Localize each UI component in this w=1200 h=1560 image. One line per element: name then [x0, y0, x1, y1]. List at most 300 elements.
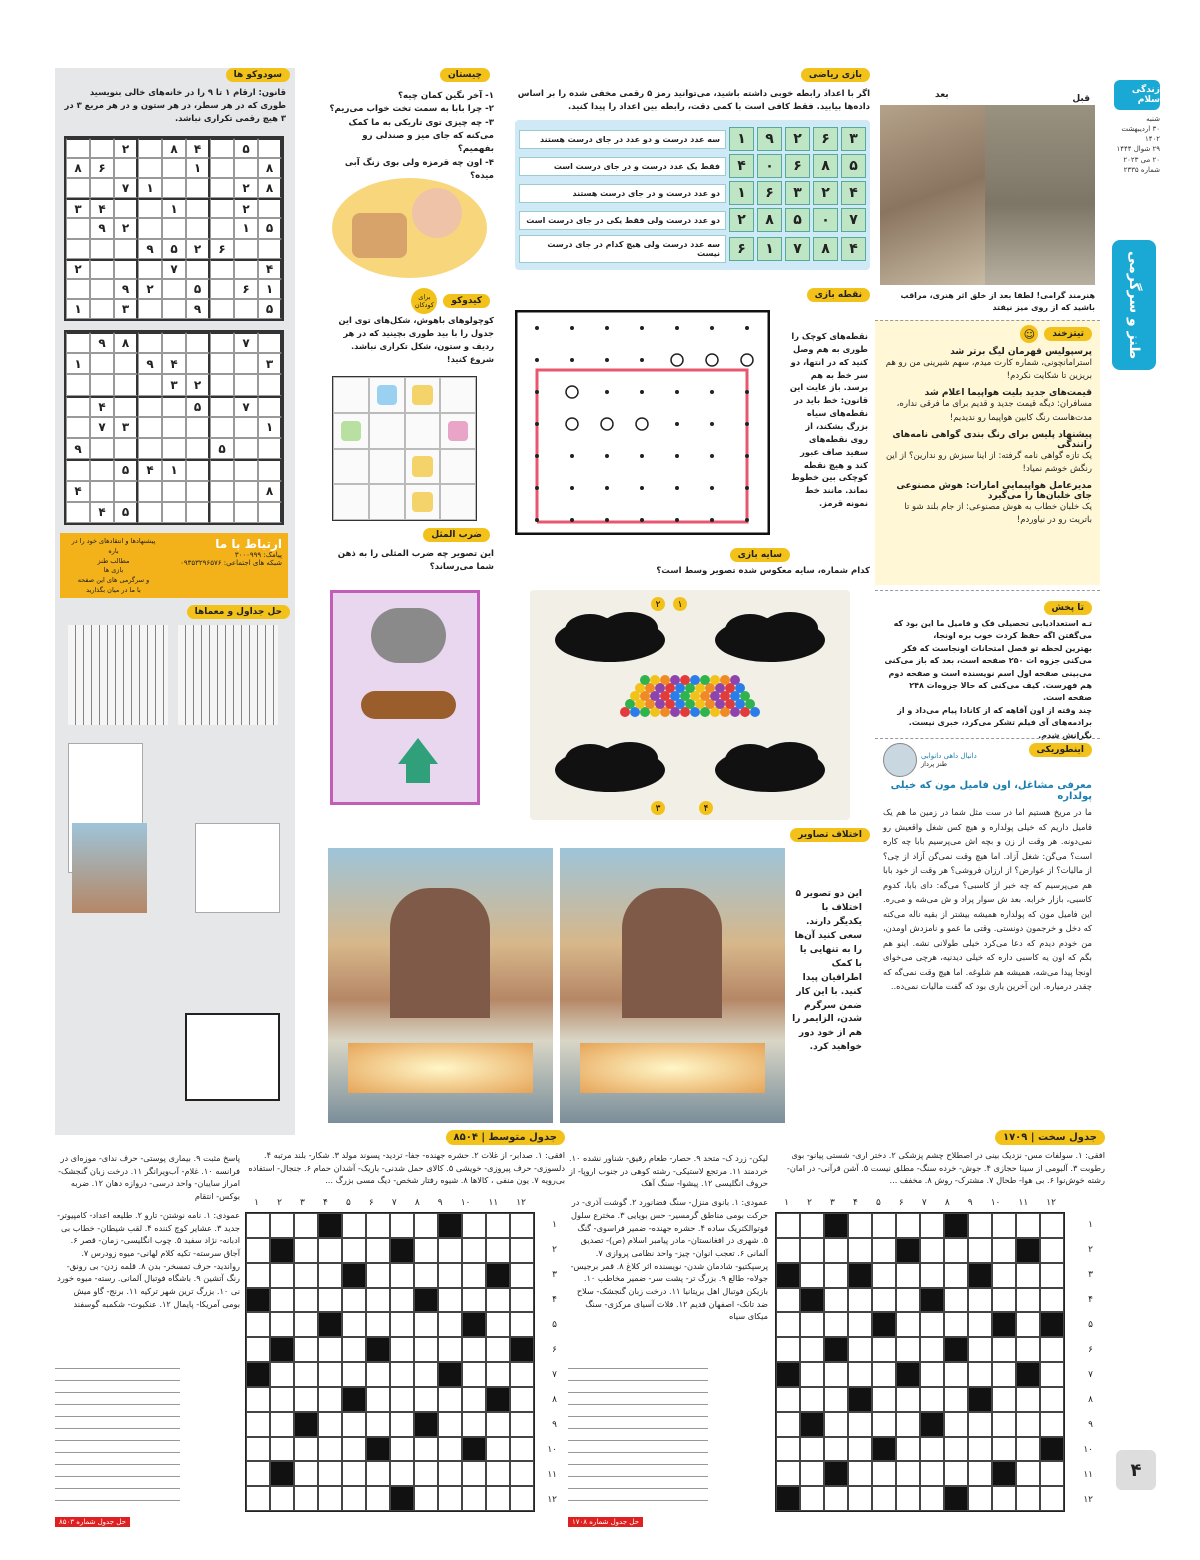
- crossword-cell[interactable]: [438, 1312, 462, 1337]
- sudoku-cell[interactable]: ۵: [186, 396, 210, 417]
- crossword-cell[interactable]: [848, 1213, 872, 1238]
- crossword-cell[interactable]: [462, 1213, 486, 1238]
- crossword-cell[interactable]: [968, 1437, 992, 1462]
- crossword-cell[interactable]: [776, 1312, 800, 1337]
- crossword-cell[interactable]: [848, 1387, 872, 1412]
- crossword-cell[interactable]: [872, 1238, 896, 1263]
- crossword-cell[interactable]: [366, 1387, 390, 1412]
- crossword-cell[interactable]: [366, 1412, 390, 1437]
- crossword-cell[interactable]: [438, 1437, 462, 1462]
- crossword-cell[interactable]: [896, 1312, 920, 1337]
- sudoku-cell[interactable]: ۳: [114, 299, 138, 319]
- crossword-cell[interactable]: [414, 1213, 438, 1238]
- crossword-cell[interactable]: [366, 1238, 390, 1263]
- crossword-cell[interactable]: [414, 1312, 438, 1337]
- sudoku-cell[interactable]: [186, 353, 210, 374]
- sudoku-cell[interactable]: [234, 459, 258, 480]
- crossword-cell[interactable]: [992, 1263, 1016, 1288]
- crossword-cell[interactable]: [968, 1362, 992, 1387]
- sudoku-cell[interactable]: ۱: [234, 218, 258, 238]
- crossword-cell[interactable]: [800, 1312, 824, 1337]
- crossword-cell[interactable]: [920, 1337, 944, 1362]
- crossword-cell[interactable]: [294, 1213, 318, 1238]
- dot[interactable]: [675, 454, 679, 458]
- crossword-cell[interactable]: [390, 1461, 414, 1486]
- crossword-cell[interactable]: [776, 1263, 800, 1288]
- sudoku-cell[interactable]: [114, 259, 138, 279]
- crossword-cell[interactable]: [800, 1387, 824, 1412]
- crossword-cell[interactable]: [486, 1362, 510, 1387]
- crossword-cell[interactable]: [390, 1288, 414, 1313]
- crossword-cell[interactable]: [848, 1263, 872, 1288]
- crossword-cell[interactable]: [294, 1461, 318, 1486]
- sudoku-cell[interactable]: ۱: [66, 299, 90, 319]
- dot[interactable]: [535, 454, 539, 458]
- crossword-cell[interactable]: [246, 1412, 270, 1437]
- dot[interactable]: [640, 326, 644, 330]
- crossword-cell[interactable]: [872, 1312, 896, 1337]
- crossword-cell[interactable]: [1040, 1213, 1064, 1238]
- dot[interactable]: [675, 326, 679, 330]
- sudoku-cell[interactable]: ۱: [66, 353, 90, 374]
- dots-board[interactable]: [515, 310, 770, 535]
- crossword-cell[interactable]: [1040, 1387, 1064, 1412]
- dot[interactable]: [535, 422, 539, 426]
- dot[interactable]: [710, 518, 714, 522]
- kiddoku-grid[interactable]: [332, 376, 477, 521]
- crossword-cell[interactable]: [294, 1312, 318, 1337]
- sudoku-cell[interactable]: [66, 178, 90, 198]
- crossword-cell[interactable]: [1040, 1263, 1064, 1288]
- crossword-cell[interactable]: [776, 1412, 800, 1437]
- crossword-cell[interactable]: [390, 1486, 414, 1511]
- sudoku-cell[interactable]: ۵: [258, 218, 282, 238]
- crossword-cell[interactable]: [944, 1486, 968, 1511]
- crossword-cell[interactable]: [486, 1213, 510, 1238]
- crossword-cell[interactable]: [342, 1387, 366, 1412]
- crossword-cell[interactable]: [872, 1362, 896, 1387]
- crossword-cell[interactable]: [824, 1486, 848, 1511]
- crossword-cell[interactable]: [896, 1362, 920, 1387]
- dot[interactable]: [570, 326, 574, 330]
- sudoku-cell[interactable]: ۵: [210, 438, 234, 459]
- crossword-cell[interactable]: [366, 1288, 390, 1313]
- sudoku-cell[interactable]: [186, 178, 210, 198]
- sudoku-cell[interactable]: ۹: [114, 279, 138, 299]
- crossword-cell[interactable]: [390, 1362, 414, 1387]
- crossword-cell[interactable]: [294, 1412, 318, 1437]
- crossword-cell[interactable]: [270, 1412, 294, 1437]
- sudoku-cell[interactable]: [162, 218, 186, 238]
- crossword-cell[interactable]: [510, 1387, 534, 1412]
- crossword-cell[interactable]: [1016, 1486, 1040, 1511]
- dot[interactable]: [570, 486, 574, 490]
- crossword-cell[interactable]: [992, 1412, 1016, 1437]
- sudoku-cell[interactable]: [90, 259, 114, 279]
- sudoku-cell[interactable]: ۸: [114, 332, 138, 353]
- dot[interactable]: [535, 358, 539, 362]
- sudoku-cell[interactable]: [138, 481, 162, 502]
- dot[interactable]: [570, 518, 574, 522]
- dot[interactable]: [605, 454, 609, 458]
- crossword-cell[interactable]: [414, 1288, 438, 1313]
- crossword-cell[interactable]: [438, 1288, 462, 1313]
- kiddoku-cell[interactable]: [440, 413, 476, 449]
- crossword-cell[interactable]: [270, 1461, 294, 1486]
- sudoku-cell[interactable]: ۳: [162, 374, 186, 395]
- sudoku-cell[interactable]: [210, 259, 234, 279]
- crossword-cell[interactable]: [992, 1387, 1016, 1412]
- sudoku-cell[interactable]: [210, 459, 234, 480]
- crossword-cell[interactable]: [318, 1437, 342, 1462]
- crossword-cell[interactable]: [1040, 1312, 1064, 1337]
- crossword-cell[interactable]: [944, 1238, 968, 1263]
- crossword-cell[interactable]: [510, 1437, 534, 1462]
- sudoku-cell[interactable]: [90, 459, 114, 480]
- crossword-cell[interactable]: [800, 1486, 824, 1511]
- crossword-cell[interactable]: [486, 1486, 510, 1511]
- crossword-cell[interactable]: [992, 1362, 1016, 1387]
- sudoku-cell[interactable]: [162, 279, 186, 299]
- sudoku-cell[interactable]: ۴: [162, 353, 186, 374]
- crossword-cell[interactable]: [872, 1412, 896, 1437]
- sudoku-cell[interactable]: [138, 198, 162, 218]
- crossword-cell[interactable]: [968, 1288, 992, 1313]
- crossword-cell[interactable]: [944, 1263, 968, 1288]
- dot[interactable]: [640, 454, 644, 458]
- sudoku-cell[interactable]: ۴: [258, 259, 282, 279]
- crossword-cell[interactable]: [1016, 1288, 1040, 1313]
- crossword-cell[interactable]: [824, 1362, 848, 1387]
- sudoku-cell[interactable]: ۵: [162, 239, 186, 259]
- sudoku-cell[interactable]: [90, 279, 114, 299]
- dot[interactable]: [745, 422, 749, 426]
- crossword-cell[interactable]: [318, 1337, 342, 1362]
- crossword-cell[interactable]: [342, 1486, 366, 1511]
- sudoku-cell[interactable]: ۱: [258, 279, 282, 299]
- crossword-cell[interactable]: [318, 1387, 342, 1412]
- crossword-cell[interactable]: [1016, 1412, 1040, 1437]
- crossword-cell[interactable]: [920, 1437, 944, 1462]
- crossword-cell[interactable]: [462, 1337, 486, 1362]
- dot[interactable]: [535, 326, 539, 330]
- sudoku-cell[interactable]: ۷: [162, 259, 186, 279]
- sudoku-cell[interactable]: ۳: [114, 417, 138, 438]
- crossword-cell[interactable]: [992, 1337, 1016, 1362]
- sudoku-cell[interactable]: ۸: [258, 158, 282, 178]
- crossword-cell[interactable]: [366, 1362, 390, 1387]
- crossword-cell[interactable]: [342, 1337, 366, 1362]
- sudoku-cell[interactable]: ۶: [90, 158, 114, 178]
- crossword-cell[interactable]: [824, 1263, 848, 1288]
- crossword-cell[interactable]: [944, 1437, 968, 1462]
- crossword-cell[interactable]: [462, 1312, 486, 1337]
- crossword-cell[interactable]: [342, 1461, 366, 1486]
- dot[interactable]: [640, 358, 644, 362]
- crossword-cell[interactable]: [390, 1263, 414, 1288]
- crossword-cell[interactable]: [968, 1412, 992, 1437]
- kiddoku-cell[interactable]: [405, 449, 441, 485]
- crossword-cell[interactable]: [920, 1238, 944, 1263]
- sudoku-cell[interactable]: [210, 332, 234, 353]
- crossword-cell[interactable]: [1040, 1461, 1064, 1486]
- crossword-cell[interactable]: [438, 1486, 462, 1511]
- crossword-cell[interactable]: [294, 1362, 318, 1387]
- kiddoku-cell[interactable]: [333, 377, 369, 413]
- crossword-cell[interactable]: [920, 1486, 944, 1511]
- sudoku-cell[interactable]: [114, 158, 138, 178]
- sudoku-cell[interactable]: [186, 417, 210, 438]
- crossword-cell[interactable]: [944, 1288, 968, 1313]
- crossword-cell[interactable]: [366, 1312, 390, 1337]
- sudoku-cell[interactable]: [234, 239, 258, 259]
- crossword-mid-grid[interactable]: [245, 1212, 535, 1512]
- sudoku-cell[interactable]: [210, 417, 234, 438]
- crossword-cell[interactable]: [318, 1362, 342, 1387]
- sudoku-cell[interactable]: ۲: [138, 279, 162, 299]
- crossword-cell[interactable]: [270, 1486, 294, 1511]
- dot[interactable]: [605, 518, 609, 522]
- sudoku-cell[interactable]: [210, 158, 234, 178]
- sudoku-cell[interactable]: [66, 502, 90, 523]
- crossword-cell[interactable]: [462, 1461, 486, 1486]
- kiddoku-cell[interactable]: [369, 484, 405, 520]
- crossword-cell[interactable]: [246, 1486, 270, 1511]
- crossword-cell[interactable]: [342, 1213, 366, 1238]
- sudoku-cell[interactable]: [210, 502, 234, 523]
- crossword-cell[interactable]: [246, 1213, 270, 1238]
- crossword-cell[interactable]: [944, 1412, 968, 1437]
- crossword-cell[interactable]: [1016, 1263, 1040, 1288]
- sudoku-cell[interactable]: [114, 481, 138, 502]
- crossword-cell[interactable]: [270, 1337, 294, 1362]
- sudoku-cell[interactable]: [66, 374, 90, 395]
- sudoku-cell[interactable]: [186, 259, 210, 279]
- crossword-cell[interactable]: [486, 1288, 510, 1313]
- dot[interactable]: [636, 418, 648, 430]
- dot[interactable]: [710, 486, 714, 490]
- kiddoku-cell[interactable]: [405, 413, 441, 449]
- crossword-cell[interactable]: [824, 1387, 848, 1412]
- crossword-cell[interactable]: [414, 1437, 438, 1462]
- crossword-cell[interactable]: [438, 1238, 462, 1263]
- sudoku-cell[interactable]: ۸: [162, 138, 186, 158]
- crossword-cell[interactable]: [462, 1437, 486, 1462]
- diff-image-right[interactable]: [560, 848, 785, 1123]
- sudoku-cell[interactable]: [186, 481, 210, 502]
- crossword-cell[interactable]: [992, 1437, 1016, 1462]
- sudoku-cell[interactable]: [90, 299, 114, 319]
- crossword-cell[interactable]: [968, 1461, 992, 1486]
- sudoku-cell[interactable]: ۸: [258, 481, 282, 502]
- sudoku-cell[interactable]: [114, 198, 138, 218]
- crossword-cell[interactable]: [366, 1486, 390, 1511]
- crossword-cell[interactable]: [390, 1437, 414, 1462]
- dot[interactable]: [675, 518, 679, 522]
- sudoku-cell[interactable]: ۵: [114, 502, 138, 523]
- crossword-cell[interactable]: [968, 1486, 992, 1511]
- dot[interactable]: [605, 358, 609, 362]
- sudoku-cell[interactable]: ۲: [234, 198, 258, 218]
- crossword-cell[interactable]: [270, 1263, 294, 1288]
- crossword-cell[interactable]: [270, 1213, 294, 1238]
- crossword-cell[interactable]: [294, 1288, 318, 1313]
- crossword-cell[interactable]: [318, 1461, 342, 1486]
- crossword-cell[interactable]: [872, 1263, 896, 1288]
- sudoku-cell[interactable]: ۲: [234, 178, 258, 198]
- crossword-cell[interactable]: [872, 1288, 896, 1313]
- crossword-cell[interactable]: [848, 1362, 872, 1387]
- crossword-cell[interactable]: [944, 1461, 968, 1486]
- crossword-cell[interactable]: [486, 1312, 510, 1337]
- dot[interactable]: [710, 422, 714, 426]
- sudoku-cell[interactable]: [114, 239, 138, 259]
- sudoku-cell[interactable]: ۸: [66, 158, 90, 178]
- crossword-cell[interactable]: [246, 1312, 270, 1337]
- crossword-cell[interactable]: [824, 1312, 848, 1337]
- sudoku-cell[interactable]: ۱: [162, 459, 186, 480]
- sudoku-cell[interactable]: ۳: [258, 353, 282, 374]
- crossword-cell[interactable]: [776, 1213, 800, 1238]
- sudoku-cell[interactable]: [258, 374, 282, 395]
- crossword-cell[interactable]: [414, 1263, 438, 1288]
- crossword-cell[interactable]: [390, 1387, 414, 1412]
- dot[interactable]: [710, 326, 714, 330]
- diff-image-left[interactable]: [328, 848, 553, 1123]
- crossword-cell[interactable]: [992, 1238, 1016, 1263]
- crossword-cell[interactable]: [246, 1288, 270, 1313]
- sudoku-cell[interactable]: [90, 481, 114, 502]
- dot[interactable]: [640, 486, 644, 490]
- crossword-cell[interactable]: [366, 1337, 390, 1362]
- sudoku-cell[interactable]: [138, 138, 162, 158]
- sudoku-cell[interactable]: [162, 502, 186, 523]
- dot[interactable]: [745, 390, 749, 394]
- crossword-cell[interactable]: [390, 1213, 414, 1238]
- crossword-cell[interactable]: [944, 1337, 968, 1362]
- sudoku-cell[interactable]: [258, 396, 282, 417]
- sudoku-cell[interactable]: [258, 459, 282, 480]
- crossword-cell[interactable]: [462, 1288, 486, 1313]
- crossword-cell[interactable]: [510, 1337, 534, 1362]
- sudoku-cell[interactable]: [258, 332, 282, 353]
- crossword-cell[interactable]: [318, 1213, 342, 1238]
- sudoku-cell[interactable]: ۴: [90, 502, 114, 523]
- kiddoku-cell[interactable]: [405, 484, 441, 520]
- crossword-cell[interactable]: [992, 1486, 1016, 1511]
- sudoku-cell[interactable]: [258, 198, 282, 218]
- crossword-cell[interactable]: [776, 1437, 800, 1462]
- crossword-cell[interactable]: [1040, 1486, 1064, 1511]
- crossword-cell[interactable]: [510, 1288, 534, 1313]
- sudoku-cell[interactable]: [66, 138, 90, 158]
- crossword-cell[interactable]: [342, 1412, 366, 1437]
- sudoku-cell[interactable]: [138, 158, 162, 178]
- crossword-cell[interactable]: [366, 1213, 390, 1238]
- sudoku-cell[interactable]: [210, 374, 234, 395]
- dot[interactable]: [605, 326, 609, 330]
- crossword-cell[interactable]: [414, 1337, 438, 1362]
- dot[interactable]: [566, 418, 578, 430]
- crossword-cell[interactable]: [848, 1486, 872, 1511]
- sudoku-cell[interactable]: [90, 178, 114, 198]
- crossword-cell[interactable]: [992, 1312, 1016, 1337]
- crossword-cell[interactable]: [438, 1461, 462, 1486]
- crossword-cell[interactable]: [366, 1263, 390, 1288]
- crossword-cell[interactable]: [920, 1461, 944, 1486]
- crossword-cell[interactable]: [968, 1312, 992, 1337]
- crossword-cell[interactable]: [968, 1387, 992, 1412]
- sudoku-cell[interactable]: [66, 332, 90, 353]
- sudoku-cell[interactable]: ۹: [138, 239, 162, 259]
- sudoku-cell[interactable]: ۵: [186, 279, 210, 299]
- sudoku-cell[interactable]: [210, 299, 234, 319]
- dot[interactable]: [741, 354, 753, 366]
- crossword-cell[interactable]: [270, 1238, 294, 1263]
- crossword-cell[interactable]: [968, 1337, 992, 1362]
- crossword-cell[interactable]: [462, 1263, 486, 1288]
- crossword-cell[interactable]: [968, 1238, 992, 1263]
- sudoku-cell[interactable]: ۷: [234, 396, 258, 417]
- sudoku-cell[interactable]: ۴: [90, 198, 114, 218]
- sudoku-cell[interactable]: [186, 459, 210, 480]
- crossword-cell[interactable]: [1016, 1312, 1040, 1337]
- crossword-cell[interactable]: [872, 1437, 896, 1462]
- crossword-cell[interactable]: [294, 1238, 318, 1263]
- crossword-cell[interactable]: [510, 1312, 534, 1337]
- crossword-cell[interactable]: [438, 1213, 462, 1238]
- crossword-cell[interactable]: [270, 1288, 294, 1313]
- crossword-cell[interactable]: [776, 1461, 800, 1486]
- crossword-cell[interactable]: [342, 1288, 366, 1313]
- crossword-cell[interactable]: [342, 1312, 366, 1337]
- crossword-cell[interactable]: [438, 1387, 462, 1412]
- sudoku-cell[interactable]: [234, 502, 258, 523]
- crossword-cell[interactable]: [824, 1337, 848, 1362]
- crossword-cell[interactable]: [462, 1238, 486, 1263]
- crossword-cell[interactable]: [438, 1263, 462, 1288]
- dot[interactable]: [745, 486, 749, 490]
- crossword-cell[interactable]: [896, 1437, 920, 1462]
- crossword-cell[interactable]: [776, 1362, 800, 1387]
- crossword-cell[interactable]: [246, 1362, 270, 1387]
- sudoku-cell[interactable]: [234, 299, 258, 319]
- crossword-cell[interactable]: [342, 1437, 366, 1462]
- sudoku-cell[interactable]: [138, 502, 162, 523]
- dot[interactable]: [675, 486, 679, 490]
- sudoku-cell[interactable]: [66, 396, 90, 417]
- crossword-cell[interactable]: [342, 1263, 366, 1288]
- crossword-cell[interactable]: [800, 1362, 824, 1387]
- crossword-cell[interactable]: [342, 1238, 366, 1263]
- crossword-cell[interactable]: [968, 1213, 992, 1238]
- sudoku-cell[interactable]: [258, 502, 282, 523]
- sudoku-cell[interactable]: ۹: [186, 299, 210, 319]
- crossword-cell[interactable]: [992, 1461, 1016, 1486]
- sudoku-cell[interactable]: ۴: [66, 481, 90, 502]
- crossword-cell[interactable]: [510, 1362, 534, 1387]
- crossword-cell[interactable]: [414, 1387, 438, 1412]
- dot[interactable]: [675, 422, 679, 426]
- dot[interactable]: [706, 354, 718, 366]
- crossword-cell[interactable]: [510, 1412, 534, 1437]
- crossword-cell[interactable]: [824, 1461, 848, 1486]
- dot[interactable]: [535, 486, 539, 490]
- sudoku-cell[interactable]: ۴: [90, 396, 114, 417]
- crossword-cell[interactable]: [1040, 1238, 1064, 1263]
- sudoku-cell[interactable]: [90, 374, 114, 395]
- sudoku-cell[interactable]: ۲: [66, 259, 90, 279]
